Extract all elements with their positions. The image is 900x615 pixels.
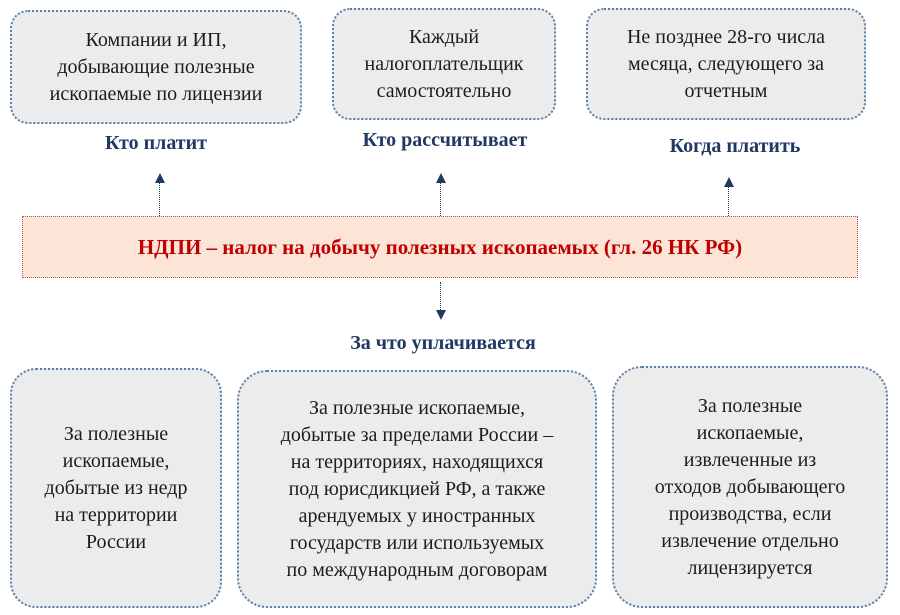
- who-pays-text: Компании и ИП, добывающие полезные ископаемые по лицензии: [49, 28, 263, 105]
- who-pays-box: [10, 10, 302, 124]
- who-calculates-text: Каждый налогоплательщик самостоятельно: [364, 25, 524, 102]
- russia-text: За полезные ископаемые, добытые из недр на территории России: [44, 422, 188, 553]
- who-pays-label: Кто платит: [105, 132, 207, 154]
- abroad-box: [237, 370, 597, 608]
- waste-text: За полезные ископаемые, извлеченные из отходов добывающего производства, если извлечение отдельно лицензируется: [654, 394, 846, 579]
- abroad-text: За полезные ископаемые, добытые за пределами России – на территориях, находящихся под юрисдикцией РФ, а также арендуемых у иностранных государств или используемых по международным договорам: [280, 396, 554, 581]
- what-for-label: За что уплачивается: [350, 332, 536, 354]
- who-calculates-label: Кто рассчитывает: [362, 129, 528, 151]
- when-to-pay-label: Когда платить: [669, 135, 801, 157]
- when-to-pay-text: Не позднее 28-го числа месяца, следующего за отчетным: [626, 25, 826, 102]
- russia-box: [10, 368, 222, 608]
- who-calculates-box: [332, 8, 556, 120]
- ndpi-title: НДПИ – налог на добычу полезных ископаемых (гл. 26 НК РФ): [137, 234, 743, 259]
- ndpi-title-band: [22, 216, 858, 278]
- waste-box: [612, 366, 888, 608]
- when-to-pay-box: [586, 8, 866, 120]
